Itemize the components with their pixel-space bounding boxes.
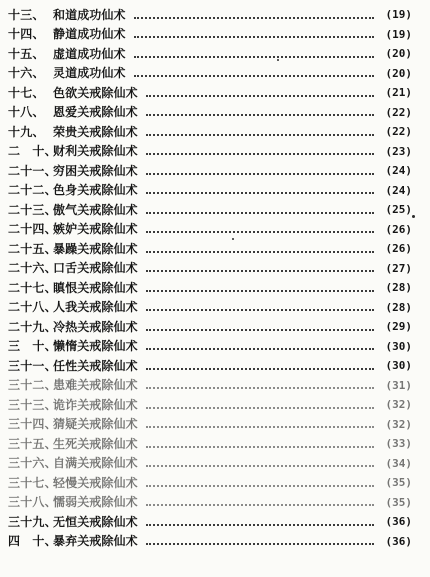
toc-entry-page: (36) — [385, 534, 412, 548]
toc-entry-number: 三十九、 — [8, 514, 57, 529]
toc-entry — [8, 278, 412, 298]
toc-entry-page: (33) — [385, 437, 412, 451]
toc-entry-number: 三十七、 — [8, 475, 57, 490]
toc-entry-page: (35) — [385, 495, 412, 509]
toc-entry-page: (20) — [385, 66, 412, 80]
toc-entry — [8, 239, 412, 259]
dot-leader — [146, 91, 374, 97]
dot-leader — [146, 403, 374, 409]
dot-leader — [146, 208, 374, 214]
toc-entry — [8, 493, 412, 513]
toc-entry-title: 任性关戒除仙术 — [53, 358, 138, 373]
toc-entry-number: 三十六、 — [8, 456, 57, 471]
toc-entry-title: 傲气关戒除仙术 — [53, 202, 138, 217]
toc-entry — [8, 259, 412, 279]
toc-entry — [8, 161, 412, 181]
dot-leader — [146, 364, 374, 370]
toc-entry-title: 暴弃关戒除仙术 — [53, 534, 138, 549]
toc-entry-number: 二十二、 — [8, 183, 57, 198]
toc-entry-title: 色欲关戒除仙术 — [53, 85, 138, 100]
toc-entry — [8, 142, 412, 162]
toc-entry-number: 二十三、 — [8, 202, 57, 217]
toc-entry-number: 十五、 — [8, 46, 45, 61]
toc-entry — [8, 5, 412, 25]
toc-entry-title: 瞋恨关戒除仙术 — [53, 280, 138, 295]
dot-leader — [146, 130, 374, 136]
dot-leader — [146, 325, 374, 331]
toc-entry-title: 虚道成功仙术 — [53, 46, 126, 61]
toc-entry-title: 人我关戒除仙术 — [53, 300, 138, 315]
scan-speck — [277, 59, 279, 61]
toc-entry — [8, 220, 412, 240]
toc-entry — [8, 181, 412, 201]
toc-entry-page: (35) — [385, 476, 412, 490]
dot-leader — [146, 247, 374, 253]
toc-entry-number: 二十七、 — [8, 280, 57, 295]
toc-entry-page: (23) — [385, 144, 412, 158]
toc-entry-title: 自满关戒除仙术 — [53, 456, 138, 471]
toc-entry-number: 二十九、 — [8, 319, 57, 334]
toc-entry — [8, 64, 412, 84]
toc-entry-page: (30) — [385, 359, 412, 373]
dot-leader — [146, 110, 374, 116]
dot-leader — [146, 344, 374, 350]
toc-entry-title: 暴躁关戒除仙术 — [53, 241, 138, 256]
toc-entry — [8, 44, 412, 64]
toc-entry-title: 恩爱关戒除仙术 — [53, 105, 138, 120]
toc-entry — [8, 122, 412, 142]
dot-leader — [146, 500, 374, 506]
toc-entry-title: 荣贵关戒除仙术 — [53, 124, 138, 139]
toc-entry-page: (19) — [385, 8, 412, 22]
dot-leader — [146, 286, 374, 292]
toc-entry-number: 十九、 — [8, 124, 45, 139]
toc-entry-number: 三十二、 — [8, 378, 57, 393]
toc-entry-number: 三十一、 — [8, 358, 57, 373]
dot-leader — [146, 422, 374, 428]
toc-entry-title: 无恒关戒除仙术 — [53, 514, 138, 529]
dot-leader — [146, 266, 374, 272]
dot-leader — [134, 32, 374, 38]
dot-leader — [146, 227, 374, 233]
toc-entry-page: (24) — [385, 164, 412, 178]
toc-entry-number: 十七、 — [8, 85, 45, 100]
toc-entry-title: 猜疑关戒除仙术 — [53, 417, 138, 432]
toc-entry-title: 轻慢关戒除仙术 — [53, 475, 138, 490]
toc-entry-page: (22) — [385, 105, 412, 119]
toc-entry — [8, 434, 412, 454]
toc-entry-title: 患难关戒除仙术 — [53, 378, 138, 393]
dot-leader — [134, 52, 374, 58]
toc-entry-number: 二十一、 — [8, 163, 57, 178]
toc-entry — [8, 395, 412, 415]
toc-entry-number: 三十五、 — [8, 436, 57, 451]
toc-entry — [8, 376, 412, 396]
toc-entry-page: (32) — [385, 398, 412, 412]
toc-entry — [8, 415, 412, 435]
toc-entry-number: 三十八、 — [8, 495, 57, 510]
toc-entry-title: 诡诈关戒除仙术 — [53, 397, 138, 412]
dot-leader — [146, 461, 374, 467]
toc-entry — [8, 25, 412, 45]
toc-entry — [8, 512, 412, 532]
toc-entry-title: 穷困关戒除仙术 — [53, 163, 138, 178]
toc-entry-page: (26) — [385, 242, 412, 256]
toc-entry-number: 四 十、 — [8, 534, 57, 549]
toc-entry-page: (32) — [385, 417, 412, 431]
toc-entry-title: 和道成功仙术 — [53, 7, 126, 22]
toc-entry-page: (29) — [385, 320, 412, 334]
toc-entry-number: 十六、 — [8, 66, 45, 81]
toc-entry — [8, 200, 412, 220]
toc-entry-page: (28) — [385, 300, 412, 314]
toc-entry — [8, 337, 412, 357]
toc-entry-page: (28) — [385, 281, 412, 295]
toc-entry-title: 静道成功仙术 — [53, 27, 126, 42]
dot-leader — [134, 71, 374, 77]
scan-speck — [412, 215, 415, 218]
toc-entry-number: 十八、 — [8, 105, 45, 120]
toc-entry-page: (19) — [385, 27, 412, 41]
toc-entry-number: 二十四、 — [8, 222, 57, 237]
toc-entry-page: (27) — [385, 261, 412, 275]
toc-entry-number: 十三、 — [8, 7, 45, 22]
toc-entry-number: 三十三、 — [8, 397, 57, 412]
toc-entry — [8, 83, 412, 103]
dot-leader — [146, 520, 374, 526]
dot-leader — [134, 13, 374, 19]
toc-entry-number: 二 十、 — [8, 144, 57, 159]
toc-entry-page: (20) — [385, 47, 412, 61]
scan-speck — [232, 238, 234, 240]
toc-entry-title: 冷热关戒除仙术 — [53, 319, 138, 334]
toc-entry-title: 嫉妒关戒除仙术 — [53, 222, 138, 237]
toc-entry-title: 色身关戒除仙术 — [53, 183, 138, 198]
dot-leader — [146, 481, 374, 487]
toc-entry-title: 灵道成功仙术 — [53, 66, 126, 81]
toc-entry — [8, 473, 412, 493]
toc-entry-page: (25) — [385, 203, 412, 217]
toc-entry-title: 懒惰关戒除仙术 — [53, 339, 138, 354]
dot-leader — [146, 149, 374, 155]
toc-entry-number: 二十五、 — [8, 241, 57, 256]
dot-leader — [146, 383, 374, 389]
toc-entry-title: 财利关戒除仙术 — [53, 144, 138, 159]
toc-entry-number: 二十六、 — [8, 261, 57, 276]
dot-leader — [146, 442, 374, 448]
toc-entry-title: 懦弱关戒除仙术 — [53, 495, 138, 510]
toc-entry — [8, 298, 412, 318]
toc-entry-page: (24) — [385, 183, 412, 197]
toc-entry-page: (22) — [385, 125, 412, 139]
toc-entry-page: (26) — [385, 222, 412, 236]
toc-entry-page: (30) — [385, 339, 412, 353]
toc-entry-page: (36) — [385, 515, 412, 529]
toc-entry-number: 二十八、 — [8, 300, 57, 315]
toc-entry — [8, 317, 412, 337]
toc-entry — [8, 532, 412, 552]
toc-entry-page: (34) — [385, 456, 412, 470]
toc-entry-page: (31) — [385, 378, 412, 392]
dot-leader — [146, 539, 374, 545]
table-of-contents — [8, 5, 412, 551]
toc-entry — [8, 356, 412, 376]
dot-leader — [146, 188, 374, 194]
toc-entry-title: 口舌关戒除仙术 — [53, 261, 138, 276]
dot-leader — [146, 305, 374, 311]
toc-entry — [8, 454, 412, 474]
dot-leader — [146, 169, 374, 175]
toc-entry-title: 生死关戒除仙术 — [53, 436, 138, 451]
toc-entry-page: (21) — [385, 86, 412, 100]
toc-entry-number: 三 十、 — [8, 339, 57, 354]
toc-entry-number: 三十四、 — [8, 417, 57, 432]
toc-entry — [8, 103, 412, 123]
toc-entry-number: 十四、 — [8, 27, 45, 42]
